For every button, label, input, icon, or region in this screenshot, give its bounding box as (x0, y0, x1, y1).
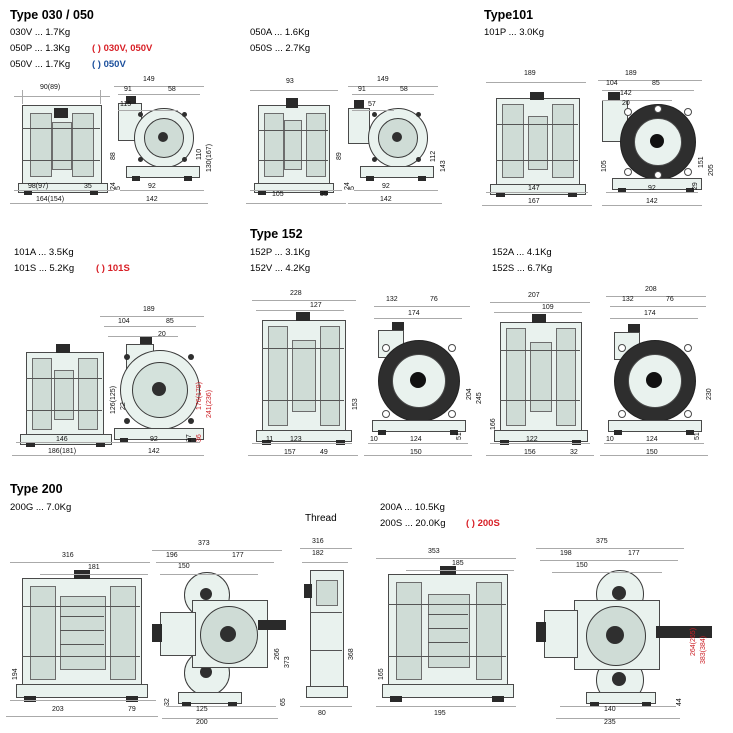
spec-050s: 050S ... 2.7Kg (250, 43, 311, 54)
dim-200a-side-top4: 150 (576, 562, 588, 569)
section-title-type-101: Type101 (484, 8, 534, 22)
spec-152s: 152S ... 6.7Kg (492, 263, 553, 274)
dim-030-side-top2: 91 (124, 86, 132, 93)
dim-152a-front-b1: 122 (526, 436, 538, 443)
dim-200g-side-b2: 125 (196, 706, 208, 713)
dim-050a-side-b2: 142 (380, 196, 392, 203)
dim-101p-side-r2: 205 (708, 164, 715, 176)
dim-101a-side-top2: 104 (118, 318, 130, 325)
dim-152-front-b3: 157 (284, 449, 296, 456)
dim-200a-side-r3: 44 (676, 698, 683, 706)
dim-050a-side-r1: 112 (430, 150, 437, 162)
dim-101a-side-top4: 20 (158, 331, 166, 338)
dim-200a-side-r1: 264(265) (690, 627, 697, 656)
dim-200a-side-b2: 235 (604, 719, 616, 726)
spec-152a: 152A ... 4.1Kg (492, 247, 552, 258)
dim-101a-side-top3: 85 (166, 318, 174, 325)
spec-200a: 200A ... 10.5Kg (380, 502, 445, 513)
dim-050a-side-s2: 24 (344, 182, 351, 190)
dim-200g-side-b4: 65 (280, 698, 287, 706)
dim-050a-side-b1: 92 (382, 183, 390, 190)
dim-101p-front-top: 189 (524, 70, 536, 77)
section-title-type-152: Type 152 (250, 227, 303, 241)
dim-050a-side-top1: 149 (377, 76, 389, 83)
dim-101a-side-b1: 92 (150, 436, 158, 443)
dim-152-front-b4: 49 (320, 449, 328, 456)
spec-101p: 101P ... 3.0Kg (484, 27, 545, 38)
dim-030-side-top3: 58 (168, 86, 176, 93)
dim-101p-side-left: 105 (601, 160, 608, 172)
dim-200g-side-top4: 150 (178, 563, 190, 570)
dim-152-side-r3: 51 (456, 432, 463, 440)
dim-200a-side-b1: 140 (604, 706, 616, 713)
note-101s: ( ) 101S (96, 263, 130, 274)
note-050v: ( ) 050V (92, 59, 126, 70)
dim-152a-front-top2: 109 (542, 304, 554, 311)
dim-101a-front-b1: 146 (56, 436, 68, 443)
dim-thread-top1: 316 (312, 538, 324, 545)
dim-030-front-top: 90(89) (40, 84, 61, 91)
dim-152-front-top2: 127 (310, 302, 322, 309)
dim-152-side-r1: 204 (466, 388, 473, 400)
dim-030-side-s2: 24 (110, 182, 117, 190)
dim-200a-front-top1: 353 (428, 548, 440, 555)
dim-101p-side-top2: 104 (606, 80, 618, 87)
dim-050a-front-right: 89 (336, 152, 343, 160)
dim-050a-front-b2: 35 (320, 191, 328, 198)
dim-050a-side-r2: 143 (440, 160, 447, 172)
spec-050a: 050A ... 1.6Kg (250, 27, 310, 38)
spec-101s: 101S ... 5.2Kg (14, 263, 75, 274)
dim-050a-side-top3: 58 (400, 86, 408, 93)
dim-030-side-b2: 142 (146, 196, 158, 203)
dim-200g-side-r2: 373 (284, 656, 291, 668)
dim-030-side-top1: 149 (143, 76, 155, 83)
dim-152a-front-b3: 32 (570, 449, 578, 456)
dim-101a-side-r4: 36 (196, 434, 203, 442)
dim-101p-front-b1: 147 (528, 185, 540, 192)
dim-101a-side-r2: 241(236) (206, 389, 213, 418)
dim-152a-front-b2: 156 (524, 449, 536, 456)
dim-101a-side-r3: 27 (186, 434, 193, 442)
dim-200g-side-top3: 177 (232, 552, 244, 559)
dim-152a-front-left: 166 (490, 418, 497, 430)
dim-152a-side-top3: 76 (666, 296, 674, 303)
dim-200a-front-bottom: 195 (434, 710, 446, 717)
dim-030-side-top4: 115 (120, 101, 132, 108)
dim-050a-side-top4: 57 (368, 101, 376, 108)
dim-200g-front-left: 194 (12, 668, 19, 680)
dim-101p-side-top3: 85 (652, 80, 660, 87)
dim-152a-side-top2: 132 (622, 296, 634, 303)
section-title-type-030-050: Type 030 / 050 (10, 8, 94, 22)
dim-200a-front-top2: 185 (452, 560, 464, 567)
dim-200g-side-r1: 266 (274, 648, 281, 660)
spec-050p: 050P ... 1.3Kg (10, 43, 71, 54)
dim-030-front-b1: 98(97) (28, 183, 49, 190)
dim-152-side-b2: 124 (410, 436, 422, 443)
dim-152a-side-b1: 10 (606, 436, 614, 443)
dim-101a-side-b2: 142 (148, 448, 160, 455)
spec-050v: 050V ... 1.7Kg (10, 59, 71, 70)
dim-050a-side-s1: 5 (349, 186, 356, 190)
dim-101a-front-b2: 186(181) (48, 448, 77, 455)
label-thread: Thread (305, 513, 337, 524)
dim-152-front-left: 153 (352, 398, 359, 410)
dim-101p-front-b2: 167 (528, 198, 540, 205)
dim-101a-side-l2: 22 (120, 402, 127, 410)
dim-200a-side-top1: 375 (596, 538, 608, 545)
dim-thread-right: 368 (348, 648, 355, 660)
dim-030-side-right2: 130(167) (206, 143, 213, 172)
dim-101p-side-top4: 142 (620, 90, 632, 97)
dim-152-side-r2: 245 (476, 392, 483, 404)
dim-030-front-b3: 164(154) (36, 196, 65, 203)
dim-030-side-s1: 5 (115, 186, 122, 190)
dim-152a-front-top1: 207 (528, 292, 540, 299)
dim-101a-side-top1: 189 (143, 306, 155, 313)
dim-101p-side-top1: 189 (625, 70, 637, 77)
dim-200a-side-r2: 383(384) (700, 635, 707, 664)
dim-152a-side-top1: 208 (645, 286, 657, 293)
dim-030-front-right: 88 (110, 152, 117, 160)
spec-101a: 101A ... 3.5Kg (14, 247, 74, 258)
dim-152-side-top1: 132 (386, 296, 398, 303)
spec-200g: 200G ... 7.0Kg (10, 502, 72, 513)
dim-200g-front-b2: 79 (128, 706, 136, 713)
dim-200g-side-top1: 373 (198, 540, 210, 547)
dim-050a-front-b1: 105 (272, 191, 284, 198)
dim-200g-front-top1: 316 (62, 552, 74, 559)
spec-200s: 200S ... 20.0Kg (380, 518, 446, 529)
dim-152a-side-b2: 124 (646, 436, 658, 443)
dim-152-side-top3: 174 (408, 310, 420, 317)
dim-152a-side-r2: 51 (694, 432, 701, 440)
dim-152a-side-top4: 174 (644, 310, 656, 317)
dim-030-front-b2: 35 (84, 183, 92, 190)
dim-152-side-top2: 76 (430, 296, 438, 303)
dim-200g-side-b1: 32 (164, 698, 171, 706)
dim-152-front-b1: 11 (266, 436, 274, 443)
dim-050a-front-top: 93 (286, 78, 294, 85)
spec-152v: 152V ... 4.2Kg (250, 263, 311, 274)
dim-152a-side-b3: 150 (646, 449, 658, 456)
dim-030-side-right1: 110 (196, 148, 203, 160)
dim-200g-front-top2: 181 (88, 564, 100, 571)
dim-thread-top2: 182 (312, 550, 324, 557)
dim-101p-side-r3: 29 (692, 182, 699, 190)
dim-200g-side-top2: 196 (166, 552, 178, 559)
dim-200a-side-top3: 177 (628, 550, 640, 557)
dim-152a-side-r1: 230 (706, 388, 713, 400)
dim-050a-side-top2: 91 (358, 86, 366, 93)
note-030v-050v: ( ) 030V, 050V (92, 43, 153, 54)
dim-152-front-top1: 228 (290, 290, 302, 297)
dim-thread-bottom: 80 (318, 710, 326, 717)
dim-101p-side-b2: 142 (646, 198, 658, 205)
dim-101p-side-b1: 92 (648, 185, 656, 192)
spec-030v: 030V ... 1.7Kg (10, 27, 71, 38)
dim-152-side-b1: 10 (370, 436, 378, 443)
section-title-type-200: Type 200 (10, 482, 63, 496)
dim-101a-side-r1: 176(179) (196, 381, 203, 410)
dim-101p-side-top5: 20 (622, 100, 630, 107)
spec-152p: 152P ... 3.1Kg (250, 247, 311, 258)
dim-200g-front-b1: 203 (52, 706, 64, 713)
dim-101a-side-l1: 126(125) (110, 385, 117, 414)
note-200s: ( ) 200S (466, 518, 500, 529)
dim-101p-side-r1: 151 (698, 156, 705, 168)
dim-200a-front-left: 165 (378, 668, 385, 680)
dim-200a-side-top2: 198 (560, 550, 572, 557)
dim-030-side-b1: 92 (148, 183, 156, 190)
dim-152-side-b3: 150 (410, 449, 422, 456)
dim-152-front-b2: 123 (290, 436, 302, 443)
dim-200g-side-b3: 200 (196, 719, 208, 726)
